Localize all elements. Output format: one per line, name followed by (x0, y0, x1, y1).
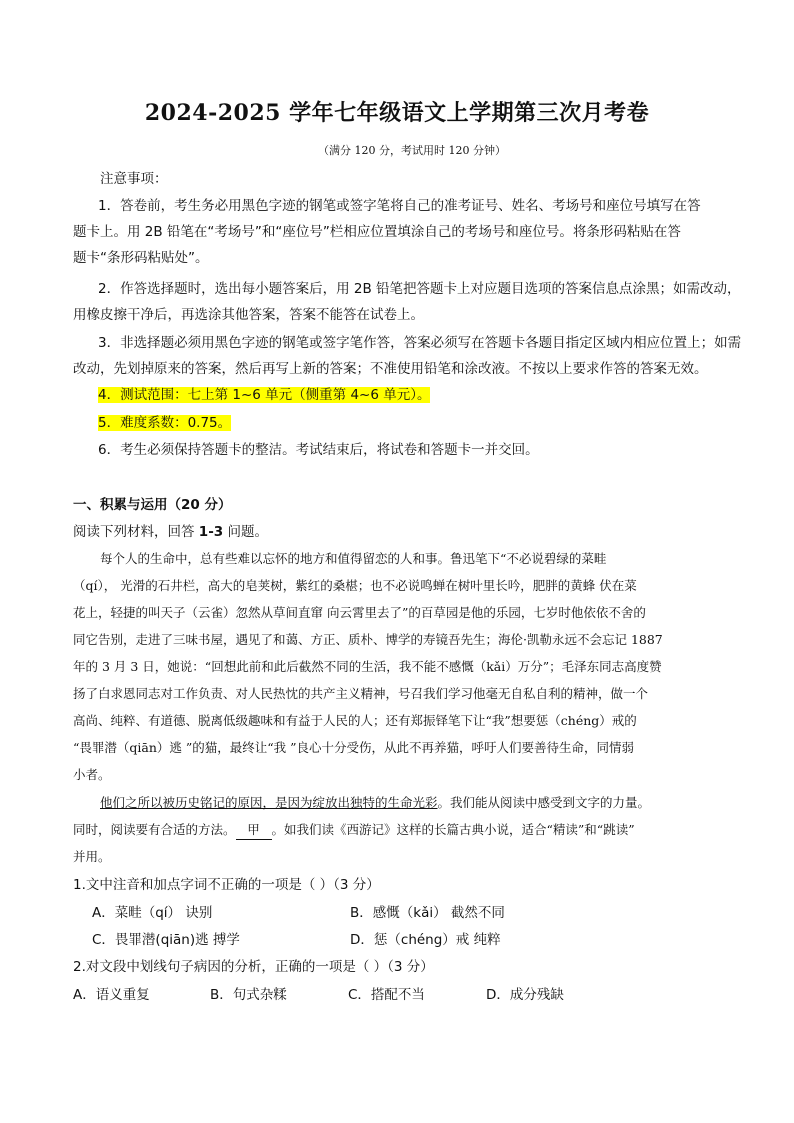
passage-line-9: 小者。 (73, 767, 111, 782)
exam-subtitle: （满分 120 分，考试用时 120 分钟） (318, 144, 506, 157)
question-2-option-b: B．句式杂糅 (210, 987, 287, 1003)
notice-item-5-highlighted: 5．难度系数：0.75。 (98, 415, 232, 431)
question-2-stem: 2.对文段中划线句子病因的分析，正确的一项是（ ）（3 分） (73, 959, 434, 975)
notice-item-2-line-1: 2．作答选择题时，选出每小题答案后，用 2B 铅笔把答题卡上对应题目选项的答案信息点涂黑；如需改动， (98, 281, 741, 297)
passage-line-12: 并用。 (73, 849, 111, 864)
notice-item-1-line-3: 题卡“条形码粘贴处”。 (73, 250, 209, 266)
section-1-intro: 阅读下列材料，回答 1-3 问题。 (73, 524, 268, 540)
notice-item-1-line-1: 1．答卷前，考生务必用黑色字迹的钢笔或签字笔将自己的准考证号、姓名、考场号和座位号填写在答 (98, 198, 701, 214)
passage-line-4: 同它告别，走进了三味书屋，遇见了和蔼、方正、质朴、博学的寿镜吾先生；海伦·凯勒永远不会忘记 1887 (73, 632, 663, 647)
question-1-option-c: C．畏罪潜(qiān)逃 搏学 (92, 932, 240, 948)
notice-item-3-line-2: 改动，先划掉原来的答案，然后再写上新的答案；不准使用铅笔和涂改液。不按以上要求作答的答案无效。 (73, 361, 708, 377)
passage-line-7: 高尚、纯粹、有道德、脱离低级趣味和有益于人民的人；还有郑振铎笔下让“我”想要惩（chéng）戒的 (73, 713, 637, 728)
notice-heading: 注意事项： (100, 171, 168, 187)
question-1-option-d: D．惩（chéng）戒 纯粹 (350, 932, 501, 948)
passage-line-1: 每个人的生命中，总有些难以忘怀的地方和值得留恋的人和事。鲁迅笔下“不必说碧绿的菜畦 (100, 551, 607, 566)
question-2-option-a: A．语义重复 (73, 987, 150, 1003)
passage-line-2: （qí）， 光滑的石井栏，高大的皂荚树，紫红的桑椹；也不必说鸣蝉在树叶里长吟，肥胖的黄蜂 伏在菜 (73, 578, 637, 593)
passage-line-11: 同时，阅读要有合适的方法。 甲 。如我们读《西游记》这样的长篇古典小说，适合“精读”和“跳读” (73, 821, 635, 840)
exam-title: 2024-2025 学年七年级语文上学期第三次月考卷 (144, 100, 650, 126)
underlined-sentence: 他们之所以被历史铭记的原因，是因为绽放出独特的生命光彩 (100, 795, 438, 810)
question-1-option-b: B．感慨（kǎi） 截然不同 (350, 905, 505, 921)
passage-line-3: 花上，轻捷的叫天子（云雀）忽然从草间直窜 向云霄里去了”的百草园是他的乐园，七岁时他依依不舍的 (73, 605, 646, 620)
section-1-heading: 一、积累与运用（20 分） (73, 497, 232, 513)
question-2-option-c: C．搭配不当 (348, 987, 425, 1003)
question-1-stem: 1.文中注音和加点字词不正确的一项是（ ）（3 分） (73, 877, 380, 893)
blank-jia: 甲 (236, 821, 272, 840)
notice-item-2-line-2: 用橡皮擦干净后，再选涂其他答案，答案不能答在试卷上。 (73, 307, 424, 323)
passage-line-6: 扬了白求恩同志对工作负责、对人民热忱的共产主义精神，号召我们学习他毫无自私自利的精神，做一个 (73, 686, 649, 701)
notice-item-4-highlighted: 4．测试范围：七上第 1~6 单元（侧重第 4~6 单元）。 (98, 387, 431, 403)
notice-item-6: 6．考生必须保持答题卡的整洁。考试结束后，将试卷和答题卡一并交回。 (98, 442, 539, 458)
question-1-option-a: A．菜畦（qí） 诀别 (92, 905, 213, 921)
passage-line-8: “畏罪潜（qiān）逃 ”的猫，最终让“我 ”良心十分受伤，从此不再养猫，呼吁人们要善待生命，同情弱 (73, 740, 635, 755)
notice-item-3-line-1: 3．非选择题必须用黑色字迹的钢笔或签字笔作答，答案必须写在答题卡各题目指定区域内相应位置上；如需 (98, 335, 742, 351)
question-2-option-d: D．成分残缺 (486, 987, 564, 1003)
notice-item-1-line-2: 题卡上。用 2B 铅笔在“考场号”和“座位号”栏相应位置填涂自己的考场号和座位号。将条形码粘贴在答 (73, 224, 681, 240)
passage-line-10: 他们之所以被历史铭记的原因，是因为绽放出独特的生命光彩。我们能从阅读中感受到文字的力量。 (100, 795, 651, 810)
passage-line-5: 年的 3 月 3 日，她说：“回想此前和此后截然不同的生活，我不能不感慨（kǎi）万分”；毛泽东同志高度赞 (73, 659, 662, 674)
